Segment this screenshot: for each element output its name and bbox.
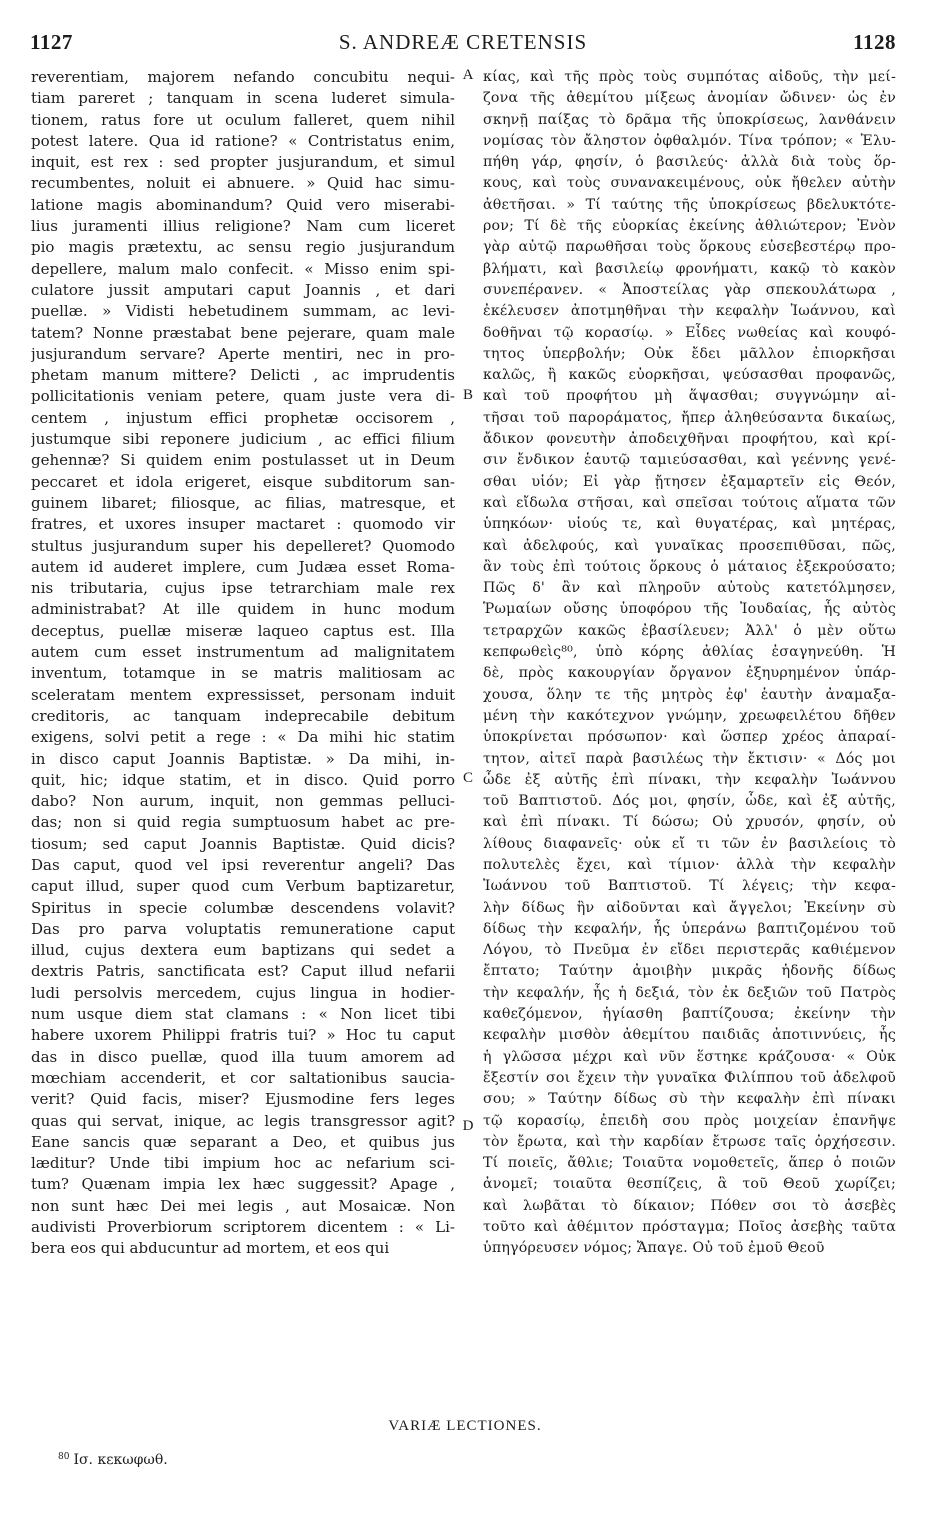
latin-text-line: peccaret et idola erigeret, eisque subditorum san- [31, 472, 455, 491]
latin-text-line: jusjurandum servare? Aperte mentiri, nec in pro- [31, 344, 455, 363]
latin-column [31, 67, 455, 1260]
latin-text-line: tiosum; sed caput Joannis Baptistæ. Quid dicis? [31, 834, 455, 853]
latin-text-line: deceptus, puellæ miseræ laqueo captus est. Illa [31, 621, 455, 640]
latin-text-line: inventum, totamque in se matris malitiosam ac [31, 664, 455, 683]
latin-text-line: pio magis prætextu, ac sensu regio jusjurandum [31, 238, 455, 257]
greek-text-line: ἡ γλῶσσα μέχρι καὶ νῦν ἕστηκε κράζουσα· « Οὐκ [483, 1048, 896, 1065]
greek-text-line: δοθῆναι τῷ κορασίῳ. » Εἶδες νωθείας καὶ κουφό- [483, 324, 896, 341]
latin-text-line: autem cum esset instrumentum ad malignitatem [31, 643, 455, 662]
greek-text-line: Τί ποιεῖς, ἄθλιε; Τοιαῦτα νομοθετεῖς, ἅπερ ὁ ποιῶν [483, 1155, 896, 1172]
greek-text-line: ὧδε ἐξ αὐτῆς ἐπὶ πίνακι, τὴν κεφαλὴν Ἰωάννου [483, 771, 896, 788]
latin-text-line: inquit, est rex : sed propter jusjurandum, et simul [31, 153, 455, 172]
greek-text-line: ἀθετῆσαι. » Τί ταύτης τῆς ὑποκρίσεως βδελυκτότε- [483, 196, 896, 213]
greek-text-line: γὰρ αὐτῷ παρωθῆσαι τοὺς ὅρκους εὐσεβεστέρῳ προ- [483, 239, 896, 256]
greek-text-line: μένη τὴν κακότεχνον γνώμην, χρεωφειλέτου δῆθεν [483, 707, 896, 724]
latin-text-line: creditoris, ac tanquam indeprecabile debitum [31, 706, 455, 725]
latin-text-line: recumbentes, noluit ei abnuere. » Quid hac simu- [31, 174, 455, 193]
latin-text-line: autem id auderet implere, cum Judæa esset Roma- [31, 557, 455, 576]
greek-text-line: σου; » Ταύτην δίδως σὺ τὴν κεφαλὴν ἐπὶ πίνακι [483, 1091, 896, 1108]
latin-text-line: lius juramenti illius religione? Nam cum liceret [31, 217, 455, 236]
greek-text-line: κεφαλὴν μισθὸν ἀθεμίτου παιδιᾶς ἀποτιννύεις, ἧς [483, 1027, 896, 1044]
margin-mark-a: A [462, 67, 474, 83]
greek-text-line: συνεπέρανεν. « Ἀποστείλας γὰρ σπεκουλάτωρα , [483, 281, 896, 298]
greek-text-line: τητος ὑπερβολήν; Οὐκ ἔδει μᾶλλον ἐπιορκῆσαι [483, 345, 896, 362]
greek-text-line: ὑπηκόων· υἱούς τε, καὶ θυγατέρας, καὶ μητέρας, [483, 516, 896, 533]
greek-text-line: πήθη γάρ, φησίν, ὁ βασιλεύς· ἀλλὰ διὰ τοὺς ὅρ- [483, 154, 896, 171]
greek-text-line: σιν ἔνδικον ἑαυτῷ ταμιεύσασθαι, καὶ γεέννης γενέ- [483, 452, 896, 469]
latin-text-line: læditur? Unde tibi impium hoc ac nefarium sci- [31, 1154, 455, 1173]
margin-mark-d: D [462, 1118, 474, 1134]
latin-text-line: pollicitationis veniam petere, quam juste vera di- [31, 387, 455, 406]
latin-text-line: mœchiam accenderit, et cor saltationibus saucia- [31, 1068, 455, 1087]
greek-text-line: τοῦτο καὶ ἀθέμιτον πρόσταγμα; Ποῖος ἀσεβὴς ταῦτα [483, 1219, 896, 1236]
greek-text-line: καθεζόμενον, ἡγίασθη βαπτίζουσα; ἐκείνην τὴν [483, 1006, 896, 1023]
greek-text-line: ἐκέλευσεν ἀποτμηθῆναι τὴν κεφαλὴν Ἰωάννου, καὶ [483, 303, 896, 320]
latin-text-line: dextris Patris, sanctificata est? Caput illud nefarii [31, 962, 455, 981]
greek-text-line: τῆσαι τοῦ παροράματος, ἤπερ ἀληθεύσαντα δικαίως, [483, 409, 896, 426]
greek-text-line: ἄδικον φονευτὴν ἀποδειχθῆναι προφήτου, καὶ κρί- [483, 431, 896, 448]
greek-column [483, 67, 896, 1260]
latin-text-line: phetam manum mittere? Delicti , ac imprudentis [31, 366, 455, 385]
latin-text-line: illud, cujus dextera eum baptizans qui sedet a [31, 941, 455, 960]
greek-text-line: Πῶς δ' ἂν καὶ πληροῦν αὐτοὺς κατετόλμησεν, [483, 580, 896, 597]
latin-text-line: guinem libaret; filiosque, ac filias, matresque, et [31, 493, 455, 512]
greek-text-line: ζονα τῆς ἀθεμίτου μίξεως ἀνομίαν ὤδινεν· ὡς ἐν [483, 90, 896, 107]
latin-text-line: in disco caput Joannis Baptistæ. » Da mihi, in- [31, 749, 455, 768]
greek-text-line: βλήματι, καὶ βασιλείῳ φρονήματι, κακῷ τὸ κακὸν [483, 260, 896, 277]
greek-text-line: νομίσας τὸν ἄληστον ὀφθαλμόν. Τίνα τρόπον; « Ἐλυ- [483, 132, 896, 149]
latin-text-line: fratres, et uxores insuper mactaret : quomodo vir [31, 515, 455, 534]
latin-text-line: tatem? Nonne præstabat bene pejerare, quam male [31, 323, 455, 342]
latin-text-line: Das pro parva voluptatis remuneratione caput [31, 919, 455, 938]
latin-text-line: caput illud, super quod cum Verbum baptizaretur, [31, 877, 455, 896]
latin-text-line: administrabat? At ille quidem in hunc modum [31, 600, 455, 619]
margin-mark-c: C [462, 770, 473, 786]
latin-text-line: reverentiam, majorem nefando concubitu nequi- [31, 68, 455, 86]
greek-text-line: ἔξεστίν σοι ἔχειν τὴν γυναῖκα Φιλίππου τοῦ ἀδελφοῦ [483, 1069, 896, 1086]
greek-text-line: σθαι υἱόν; Εἰ γὰρ ᾔτησεν ἐξαμαρτεῖν εἰς Θεόν, [483, 473, 896, 490]
greek-text-line: ὑπηγόρευσεν νόμος; Ἄπαγε. Οὐ τοῦ ἐμοῦ Θεοῦ [483, 1240, 825, 1257]
greek-text-line: ἀνομεῖ; τοιαῦτα θεσπίζεις, ἃ τοῦ Θεοῦ χωρίζει; [483, 1176, 896, 1193]
latin-text-line: num usque diem stat clamans : « Non licet tibi [31, 1005, 455, 1024]
latin-text-line: ludi persolvis mercedem, cujus lingua in hodier- [31, 983, 455, 1002]
greek-text-line: ἂν τοὺς ἐπὶ τούτοις ὅρκους ὁ μάταιος ἐξεκρούσατο; [483, 558, 896, 575]
latin-text-line: tum? Quænam impia lex hæc suggessit? Apage , [31, 1175, 455, 1194]
greek-text-line: καλῶς, ἢ κακῶς εὐορκῆσαι, ψεύσασθαι προφανῶς, [483, 367, 896, 384]
latin-text-line: gehennæ? Si quidem enim postulasset ut in Deum [31, 451, 455, 470]
latin-text-line: puellæ. » Vidisti hebetudinem summam, ac levi- [31, 302, 455, 321]
greek-text-line: τετραρχῶν κακῶς ἐβασίλευεν; Ἀλλ' ὁ μὲν οὕτω [483, 622, 896, 639]
latin-text-line: Eane sancis quæ separant a Deo, et quibus jus [31, 1132, 455, 1151]
footnote-number: 80 [58, 1452, 70, 1462]
greek-text-line: κίας, καὶ τῆς πρὸς τοὺς συμπότας αἰδοῦς, τὴν μεί- [483, 69, 896, 85]
latin-text-line: sceleratam mentem expressisset, personam induit [31, 685, 455, 704]
greek-text-line: λὴν δίδως ἣν αἰδοῦνται καὶ ἄγγελοι; Ἐκείνην σὺ [483, 899, 896, 916]
greek-text-line: Ῥωμαίων οὔσης ὑποφόρου τῆς Ἰουδαίας, ἧς αὐτὸς [483, 601, 896, 618]
greek-text-line: δίδως τὴν κεφαλήν, ἧς ὑπεράνω βαπτιζομένου τοῦ [483, 920, 896, 937]
greek-text-line: λίθους διαφανεῖς· οὐκ εἴ τι τῶν ἐν βασιλείοις τὸ [483, 835, 896, 852]
latin-text-line: tionem, ratus fore ut oculum falleret, quem nihil [31, 110, 455, 129]
greek-text-line: κεπφωθεὶς⁸⁰, ὑπὸ κόρης ἀθλίας ἐσαγηνεύθη. Ἡ [483, 644, 896, 661]
latin-text-line: culatore jussit amputari caput Joannis , et dari [31, 280, 455, 299]
latin-text-line: quas qui servat, inique, ac legis transgressor agit? [31, 1111, 455, 1130]
greek-text-line: Λόγου, τὸ Πνεῦμα ἐν εἴδει περιστερᾶς καθιέμενον [483, 942, 896, 959]
greek-text-line: κους, καὶ τοὺς συνανακειμένους, οὐκ ἤθελεν αὐτὴν [483, 175, 896, 192]
margin-mark-b: B [462, 387, 473, 403]
greek-text-line: καὶ ἐπὶ πίνακι. Τί δώσω; Οὐ χρυσόν, φησίν, οὐ [483, 814, 896, 831]
latin-text-line: habere uxorem Philippi fratris tui? » Hoc tu caput [31, 1026, 455, 1045]
latin-text-line: tiam pareret ; tanquam in scena luderet simula- [31, 89, 455, 108]
greek-text-line: τὴν κεφαλήν, ἧς ἡ δεξιά, τὸν ἐκ δεξιῶν τοῦ Πατρὸς [483, 984, 896, 1001]
running-header [30, 30, 896, 64]
greek-text-line: σκηνῇ παίξας τὸ δρᾶμα τῆς ὑποκρίσεως, λανθάνειν [483, 111, 896, 128]
greek-text-line: καὶ λωβᾶται τὸ δίκαιον; Πόθεν σοι τὸ ἀσεβὲς [483, 1197, 896, 1214]
latin-text-line: Spiritus in specie columbæ descendens volavit? [31, 898, 455, 917]
greek-text-line: χουσα, ὅλην τε τῆς μητρὸς ἐφ' ἑαυτὴν ἀναμαξα- [483, 686, 896, 703]
greek-text-line: καὶ ἀδελφούς, καὶ γυναῖκας προσεπιθῦσαι, πῶς, [483, 537, 896, 554]
latin-text-line: non sunt hæc Dei mei legis , aut Mosaicæ. Non [31, 1196, 455, 1215]
latin-text-line: verit? Quid facis, miser? Ejusmodine fers leges [31, 1090, 455, 1109]
latin-text-line: das; non si quid regia sumptuosum habet ac pre- [31, 813, 455, 832]
latin-text-line: nis tributaria, cujus ipse tetrarchiam male rex [31, 579, 455, 598]
latin-text-line: bera eos qui abducuntur ad mortem, et eos qui [31, 1239, 390, 1258]
latin-text-line: latione magis abominandum? Quid vero miserabi- [31, 195, 455, 214]
latin-text-line: quit, hic; idque statim, et in disco. Quid porro [31, 770, 455, 789]
greek-text-line: ἔπτατο; Ταύτην ἀμοιβὴν μικρᾶς ἡδονῆς δίδως [483, 963, 896, 980]
latin-text-line: exigens, solvi petit a rege : « Da mihi hic statim [31, 728, 455, 747]
greek-text-line: ρον; Τί δὲ τῆς εὐορκίας ἐκείνης ἀθλιώτερον; Ἐνὸν [483, 218, 896, 235]
latin-text-line: centem , injustum effici prophetæ occisorem , [31, 408, 455, 427]
latin-text-line: depellere, malum malo confecit. « Misso enim spi- [31, 259, 455, 278]
greek-text-line: ὑποκρίνεται πρόσωπον· καὶ ὥσπερ χρέος ἀπαραί- [483, 729, 896, 746]
running-title: S. ANDREÆ CRETENSIS [338, 30, 588, 54]
greek-text-line: τῷ κορασίῳ, ἐπειδὴ σου πρὸς μοιχείαν ἐπανῆψε [483, 1112, 896, 1129]
greek-text-line: δὲ, πρὸς κακουργίαν ὄργανον ἐξηυρημένον ὑπάρ- [483, 665, 896, 682]
left-column-number: 1127 [30, 30, 73, 54]
greek-text-line: τοῦ Βαπτιστοῦ. Δός μοι, φησίν, ὧδε, καὶ ἐξ αὐτῆς, [483, 793, 896, 810]
greek-text-line: τητον, αἰτεῖ παρὰ βασιλέως τὴν ἔκτισιν· « Δός μοι [483, 750, 896, 767]
right-column-number: 1128 [853, 30, 896, 54]
greek-text-line: Ἰωάννου τοῦ Βαπτιστοῦ. Τί λέγεις; τὴν κεφα- [483, 878, 896, 895]
greek-text-line: καὶ εἴδωλα στῆσαι, καὶ σπεῖσαι τούτοις αἵματα τῶν [483, 494, 896, 511]
latin-text-line: dabo? Non aurum, inquit, non gemmas pelluci- [31, 792, 455, 811]
variae-lectiones-heading: VARIÆ LECTIONES. [388, 1418, 542, 1434]
footnote-text: Ισ. κεκωφωθ. [73, 1452, 168, 1468]
greek-text-line: πολυτελὲς ἔχει, καὶ τίμιον· ἀλλὰ τὴν κεφαλὴν [483, 856, 896, 873]
latin-text-line: potest latere. Qua id ratione? « Contristatus enim, [31, 131, 455, 150]
latin-text-line: stultus jusjurandum super his depelleret? Quomodo [31, 536, 455, 555]
latin-text-line: audivisti Proverbiorum scriptorem dicentem : « Li- [31, 1218, 455, 1237]
latin-text-line: das in disco puellæ, quod illa tuum amorem ad [31, 1047, 455, 1066]
latin-text-line: Das caput, quod vel ipsi reverentur angeli? Das [31, 855, 455, 874]
footnote [58, 1452, 168, 1468]
greek-text-line: καὶ τοῦ προφήτου μὴ ἅψασθαι; συγγνώμην αἰ- [483, 388, 896, 405]
latin-text-line: justumque sibi reponere judicium , ac effici filium [31, 430, 455, 449]
greek-text-line: τὸν ἔρωτα, καὶ τὴν καρδίαν ἔτρωσε ταῖς ὀρχήσεσιν. [483, 1133, 896, 1150]
